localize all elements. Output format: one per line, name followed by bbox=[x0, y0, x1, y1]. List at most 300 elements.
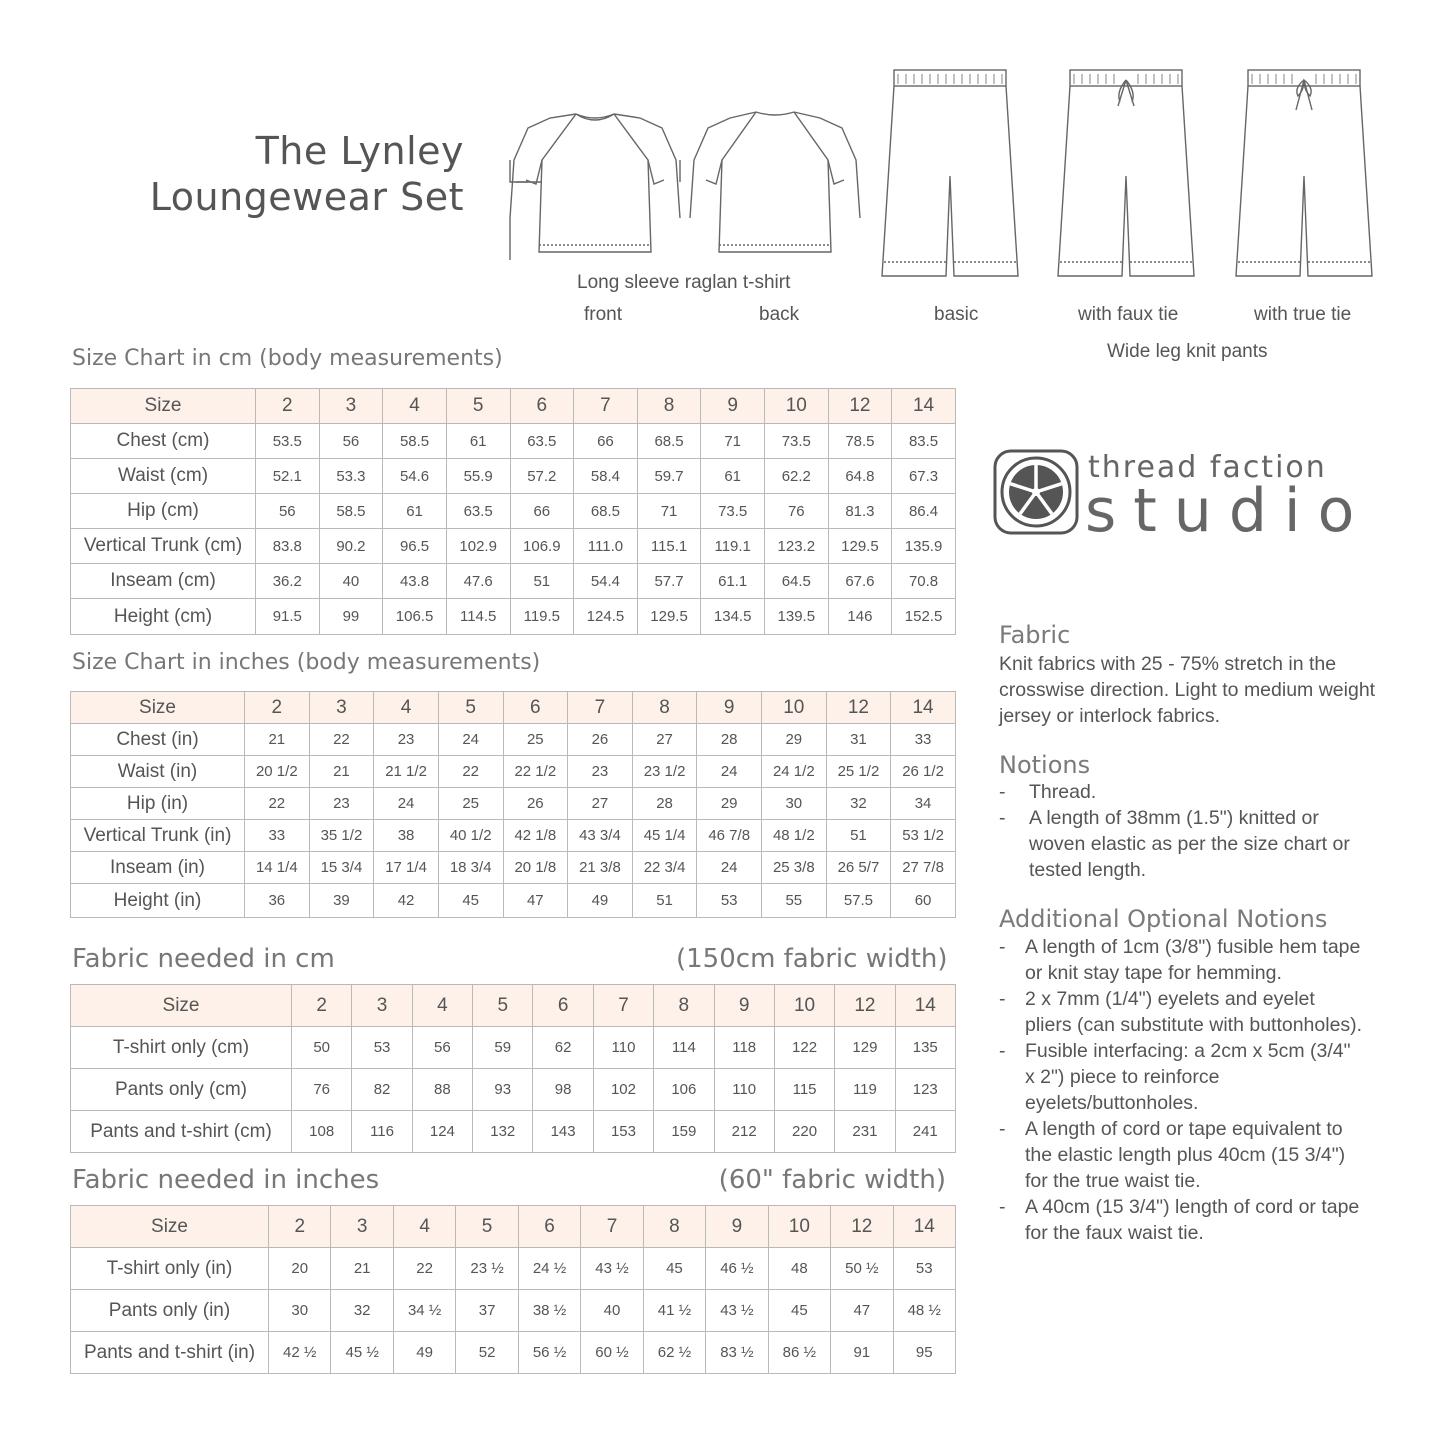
table-row bbox=[71, 1111, 956, 1153]
table-cell: 52.1 bbox=[256, 459, 320, 494]
table-cell: 119.1 bbox=[701, 529, 765, 564]
table-cell: 42 ½ bbox=[269, 1332, 331, 1374]
table-row bbox=[71, 459, 956, 494]
table-cell: 56 bbox=[412, 1027, 472, 1069]
table-cell: 76 bbox=[292, 1069, 352, 1111]
size-header-cell: 6 bbox=[518, 1206, 580, 1248]
table-cell: 22 bbox=[245, 788, 310, 820]
table-cell: 146 bbox=[828, 599, 892, 635]
table-cell: 153 bbox=[593, 1111, 653, 1153]
pants-caption: Wide leg knit pants bbox=[1107, 341, 1268, 362]
table-cell: 139.5 bbox=[765, 599, 829, 635]
list-item: - A length of cord or tape equivalent to the elastic length plus 40cm (15 3/4") for the true waist tie. bbox=[999, 1116, 1365, 1194]
table-cell: 110 bbox=[714, 1069, 774, 1111]
table-row bbox=[71, 1027, 956, 1069]
table-cell: 68.5 bbox=[574, 494, 638, 529]
table-cell: 41 ½ bbox=[643, 1290, 705, 1332]
table-cell: 56 bbox=[256, 494, 320, 529]
table-cell: 31 bbox=[826, 724, 891, 756]
table-cell: 22 bbox=[393, 1248, 455, 1290]
row-label: Pants and t-shirt (cm) bbox=[71, 1111, 292, 1153]
table-cell: 52 bbox=[456, 1332, 518, 1374]
table-cell: 45 1/4 bbox=[632, 820, 697, 852]
row-label: Inseam (in) bbox=[71, 852, 245, 884]
table-cell: 25 bbox=[438, 788, 503, 820]
row-label: T-shirt only (cm) bbox=[71, 1027, 292, 1069]
size-header-cell: 7 bbox=[568, 692, 633, 724]
size-header-cell: 8 bbox=[632, 692, 697, 724]
table-cell: 53.3 bbox=[319, 459, 383, 494]
table-cell: 30 bbox=[762, 788, 827, 820]
table-cell: 53 bbox=[352, 1027, 412, 1069]
table-cell: 81.3 bbox=[828, 494, 892, 529]
table-cell: 63.5 bbox=[510, 424, 574, 459]
table-cell: 129.5 bbox=[637, 599, 701, 635]
size-header-cell: 5 bbox=[446, 389, 510, 424]
table-cell: 91.5 bbox=[256, 599, 320, 635]
table-cell: 61 bbox=[446, 424, 510, 459]
size-header-cell: 8 bbox=[637, 389, 701, 424]
size-header-cell: 10 bbox=[774, 985, 834, 1027]
list-item: - Fusible interfacing: a 2cm x 5cm (3/4" x 2") piece to reinforce eyelets/buttonholes. bbox=[999, 1038, 1365, 1116]
table-header-row bbox=[71, 985, 956, 1027]
table-cell: 68.5 bbox=[637, 424, 701, 459]
table-cell: 115.1 bbox=[637, 529, 701, 564]
pants-basic-illustration bbox=[878, 66, 1024, 284]
table-cell: 119 bbox=[835, 1069, 895, 1111]
table-cell: 40 bbox=[581, 1290, 643, 1332]
table-cell: 26 5/7 bbox=[826, 852, 891, 884]
optional-notions-heading: Additional Optional Notions bbox=[999, 905, 1328, 933]
table-cell: 48 bbox=[768, 1248, 830, 1290]
table-cell: 83 ½ bbox=[706, 1332, 768, 1374]
table-cell: 43.8 bbox=[383, 564, 447, 599]
table-cell: 47 bbox=[831, 1290, 893, 1332]
table-cell: 24 1/2 bbox=[762, 756, 827, 788]
table-cell: 98 bbox=[533, 1069, 593, 1111]
table-cell: 27 bbox=[632, 724, 697, 756]
table-cell: 99 bbox=[319, 599, 383, 635]
size-header-cell: 12 bbox=[831, 1206, 893, 1248]
table-cell: 21 bbox=[309, 756, 374, 788]
table-cell: 27 bbox=[568, 788, 633, 820]
table-cell: 21 bbox=[331, 1248, 393, 1290]
table-cell: 71 bbox=[637, 494, 701, 529]
notions-list bbox=[999, 779, 1369, 883]
table-row bbox=[71, 820, 956, 852]
table-cell: 83.8 bbox=[256, 529, 320, 564]
table-cell: 86.4 bbox=[892, 494, 956, 529]
list-item: - Thread. bbox=[999, 779, 1369, 805]
table-cell: 62 ½ bbox=[643, 1332, 705, 1374]
table-cell: 57.2 bbox=[510, 459, 574, 494]
list-item: - A length of 1cm (3/8") fusible hem tape or knit stay tape for hemming. bbox=[999, 934, 1365, 986]
table-cell: 49 bbox=[393, 1332, 455, 1374]
table-row bbox=[71, 1290, 956, 1332]
optional-notions-list bbox=[999, 934, 1365, 1246]
table-row bbox=[71, 724, 956, 756]
table-row bbox=[71, 852, 956, 884]
size-header-cell: 6 bbox=[503, 692, 568, 724]
table-cell: 20 1/8 bbox=[503, 852, 568, 884]
table-cell: 135 bbox=[895, 1027, 955, 1069]
size-header-cell: 7 bbox=[593, 985, 653, 1027]
size-header-cell: 4 bbox=[412, 985, 472, 1027]
header-cell: Size bbox=[71, 1206, 269, 1248]
lemon-slice-logo-icon bbox=[993, 449, 1079, 535]
table-cell: 43 3/4 bbox=[568, 820, 633, 852]
table-cell: 62.2 bbox=[765, 459, 829, 494]
row-label: Hip (in) bbox=[71, 788, 245, 820]
row-label: Waist (in) bbox=[71, 756, 245, 788]
back-caption: back bbox=[759, 304, 800, 325]
table-cell: 18 3/4 bbox=[438, 852, 503, 884]
faux-tie-caption: with faux tie bbox=[1078, 304, 1179, 325]
table-cell: 40 1/2 bbox=[438, 820, 503, 852]
fabric-description: Knit fabrics with 25 - 75% stretch in the crosswise direction. Light to medium weight jersey or interlock fabrics. bbox=[999, 653, 1376, 727]
table-cell: 51 bbox=[826, 820, 891, 852]
size-header-cell: 4 bbox=[393, 1206, 455, 1248]
table-cell: 43 ½ bbox=[706, 1290, 768, 1332]
table-cell: 57.5 bbox=[826, 884, 891, 918]
size-header-cell: 7 bbox=[581, 1206, 643, 1248]
table-cell: 42 bbox=[374, 884, 439, 918]
table-cell: 102 bbox=[593, 1069, 653, 1111]
table-cell: 111.0 bbox=[574, 529, 638, 564]
fabric-heading: Fabric bbox=[999, 621, 1071, 649]
size-header-cell: 5 bbox=[438, 692, 503, 724]
size-header-cell: 5 bbox=[473, 985, 533, 1027]
table-cell: 34 bbox=[891, 788, 956, 820]
table-cell: 118 bbox=[714, 1027, 774, 1069]
size-header-cell: 2 bbox=[245, 692, 310, 724]
page-title bbox=[60, 128, 464, 220]
table-cell: 83.5 bbox=[892, 424, 956, 459]
table-cell: 123 bbox=[895, 1069, 955, 1111]
table-cell: 129 bbox=[835, 1027, 895, 1069]
table-cell: 73.5 bbox=[765, 424, 829, 459]
table-cell: 67.6 bbox=[828, 564, 892, 599]
table-cell: 71 bbox=[701, 424, 765, 459]
table-cell: 37 bbox=[456, 1290, 518, 1332]
size-header-cell: 3 bbox=[352, 985, 412, 1027]
size-header-cell: 2 bbox=[292, 985, 352, 1027]
table-cell: 22 3/4 bbox=[632, 852, 697, 884]
table-cell: 124 bbox=[412, 1111, 472, 1153]
fabric-in-table bbox=[70, 1205, 956, 1374]
table-cell: 135.9 bbox=[892, 529, 956, 564]
table-cell: 25 1/2 bbox=[826, 756, 891, 788]
table-cell: 61 bbox=[701, 459, 765, 494]
row-label: Waist (cm) bbox=[71, 459, 256, 494]
table-cell: 53.5 bbox=[256, 424, 320, 459]
table-cell: 114 bbox=[654, 1027, 714, 1069]
table-row bbox=[71, 1332, 956, 1374]
fabric-in-title: Fabric needed in inches bbox=[72, 1165, 380, 1195]
row-label: Height (in) bbox=[71, 884, 245, 918]
table-cell: 22 bbox=[309, 724, 374, 756]
header-cell: Size bbox=[71, 985, 292, 1027]
table-cell: 96.5 bbox=[383, 529, 447, 564]
table-cell: 90.2 bbox=[319, 529, 383, 564]
table-cell: 45 ½ bbox=[331, 1332, 393, 1374]
true-tie-caption: with true tie bbox=[1254, 304, 1352, 325]
table-cell: 14 1/4 bbox=[245, 852, 310, 884]
table-cell: 26 bbox=[568, 724, 633, 756]
table-cell: 24 bbox=[438, 724, 503, 756]
table-cell: 58.4 bbox=[574, 459, 638, 494]
size-header-cell: 6 bbox=[510, 389, 574, 424]
table-cell: 20 1/2 bbox=[245, 756, 310, 788]
table-cell: 24 bbox=[697, 852, 762, 884]
table-cell: 22 bbox=[438, 756, 503, 788]
table-header-row bbox=[71, 692, 956, 724]
size-header-cell: 12 bbox=[826, 692, 891, 724]
row-label: Vertical Trunk (cm) bbox=[71, 529, 256, 564]
basic-caption: basic bbox=[934, 304, 979, 325]
table-cell: 23 ½ bbox=[456, 1248, 518, 1290]
table-cell: 123.2 bbox=[765, 529, 829, 564]
table-cell: 23 bbox=[568, 756, 633, 788]
size-header-cell: 4 bbox=[374, 692, 439, 724]
table-cell: 50 ½ bbox=[831, 1248, 893, 1290]
table-cell: 25 3/8 bbox=[762, 852, 827, 884]
table-cell: 57.7 bbox=[637, 564, 701, 599]
table-cell: 59 bbox=[473, 1027, 533, 1069]
table-cell: 86 ½ bbox=[768, 1332, 830, 1374]
table-header-row bbox=[71, 389, 956, 424]
table-cell: 32 bbox=[826, 788, 891, 820]
table-cell: 58.5 bbox=[383, 424, 447, 459]
table-cell: 24 bbox=[374, 788, 439, 820]
size-header-cell: 12 bbox=[835, 985, 895, 1027]
pants-true-tie-illustration bbox=[1232, 66, 1378, 284]
table-cell: 45 bbox=[438, 884, 503, 918]
table-cell: 59.7 bbox=[637, 459, 701, 494]
size-header-cell: 8 bbox=[643, 1206, 705, 1248]
table-cell: 82 bbox=[352, 1069, 412, 1111]
table-row bbox=[71, 599, 956, 635]
table-cell: 76 bbox=[765, 494, 829, 529]
table-header-row bbox=[71, 1206, 956, 1248]
size-header-cell: 14 bbox=[892, 389, 956, 424]
size-header-cell: 3 bbox=[331, 1206, 393, 1248]
table-cell: 95 bbox=[893, 1332, 955, 1374]
table-row bbox=[71, 424, 956, 459]
title-line-1: The Lynley bbox=[255, 129, 464, 173]
row-label: Chest (in) bbox=[71, 724, 245, 756]
size-header-cell: 2 bbox=[256, 389, 320, 424]
table-cell: 50 bbox=[292, 1027, 352, 1069]
table-cell: 116 bbox=[352, 1111, 412, 1153]
list-item: - 2 x 7mm (1/4") eyelets and eyelet pliers (can substitute with buttonholes). bbox=[999, 986, 1365, 1038]
table-cell: 114.5 bbox=[446, 599, 510, 635]
table-cell: 220 bbox=[774, 1111, 834, 1153]
row-label: Height (cm) bbox=[71, 599, 256, 635]
size-header-cell: 9 bbox=[706, 1206, 768, 1248]
size-header-cell: 8 bbox=[654, 985, 714, 1027]
size-header-cell: 4 bbox=[383, 389, 447, 424]
table-cell: 231 bbox=[835, 1111, 895, 1153]
table-cell: 30 bbox=[269, 1290, 331, 1332]
fabric-cm-width-note: (150cm fabric width) bbox=[676, 944, 948, 974]
table-cell: 119.5 bbox=[510, 599, 574, 635]
table-cell: 51 bbox=[632, 884, 697, 918]
size-chart-in-title: Size Chart in inches (body measurements) bbox=[72, 650, 541, 675]
size-chart-in-table bbox=[70, 691, 956, 918]
size-header-cell: 9 bbox=[697, 692, 762, 724]
row-label: Chest (cm) bbox=[71, 424, 256, 459]
table-row bbox=[71, 884, 956, 918]
notions-heading: Notions bbox=[999, 751, 1091, 779]
pants-faux-tie-illustration bbox=[1054, 66, 1200, 284]
table-cell: 93 bbox=[473, 1069, 533, 1111]
size-header-cell: 3 bbox=[309, 692, 374, 724]
size-header-cell: 7 bbox=[574, 389, 638, 424]
table-cell: 88 bbox=[412, 1069, 472, 1111]
row-label: Vertical Trunk (in) bbox=[71, 820, 245, 852]
size-header-cell: 14 bbox=[891, 692, 956, 724]
table-cell: 54.6 bbox=[383, 459, 447, 494]
table-cell: 23 bbox=[374, 724, 439, 756]
table-cell: 70.8 bbox=[892, 564, 956, 599]
table-cell: 28 bbox=[632, 788, 697, 820]
table-cell: 55 bbox=[762, 884, 827, 918]
table-cell: 51 bbox=[510, 564, 574, 599]
row-label: Pants only (cm) bbox=[71, 1069, 292, 1111]
table-row bbox=[71, 788, 956, 820]
table-cell: 110 bbox=[593, 1027, 653, 1069]
front-caption: front bbox=[584, 304, 623, 325]
fabric-in-width-note: (60" fabric width) bbox=[718, 1165, 946, 1195]
table-cell: 45 bbox=[643, 1248, 705, 1290]
table-cell: 23 bbox=[309, 788, 374, 820]
table-cell: 26 1/2 bbox=[891, 756, 956, 788]
table-cell: 64.5 bbox=[765, 564, 829, 599]
table-cell: 48 1/2 bbox=[762, 820, 827, 852]
tshirt-back-illustration bbox=[686, 100, 864, 260]
table-cell: 29 bbox=[697, 788, 762, 820]
table-cell: 66 bbox=[510, 494, 574, 529]
table-cell: 152.5 bbox=[892, 599, 956, 635]
table-cell: 21 3/8 bbox=[568, 852, 633, 884]
table-row bbox=[71, 494, 956, 529]
table-cell: 17 1/4 bbox=[374, 852, 439, 884]
table-cell: 108 bbox=[292, 1111, 352, 1153]
table-row bbox=[71, 564, 956, 599]
row-label: Pants only (in) bbox=[71, 1290, 269, 1332]
table-cell: 47.6 bbox=[446, 564, 510, 599]
table-cell: 47 bbox=[503, 884, 568, 918]
table-cell: 60 ½ bbox=[581, 1332, 643, 1374]
table-cell: 43 ½ bbox=[581, 1248, 643, 1290]
table-cell: 73.5 bbox=[701, 494, 765, 529]
table-cell: 38 ½ bbox=[518, 1290, 580, 1332]
table-cell: 66 bbox=[574, 424, 638, 459]
size-header-cell: 9 bbox=[714, 985, 774, 1027]
table-cell: 55.9 bbox=[446, 459, 510, 494]
brand-name-line1: thread faction bbox=[1088, 450, 1327, 485]
header-cell: Size bbox=[71, 692, 245, 724]
size-header-cell: 10 bbox=[768, 1206, 830, 1248]
tshirt-caption: Long sleeve raglan t-shirt bbox=[577, 272, 791, 293]
table-row bbox=[71, 1069, 956, 1111]
table-cell: 48 ½ bbox=[893, 1290, 955, 1332]
table-cell: 33 bbox=[245, 820, 310, 852]
row-label: Hip (cm) bbox=[71, 494, 256, 529]
table-cell: 241 bbox=[895, 1111, 955, 1153]
table-cell: 38 bbox=[374, 820, 439, 852]
table-cell: 53 bbox=[893, 1248, 955, 1290]
table-cell: 106.5 bbox=[383, 599, 447, 635]
table-cell: 67.3 bbox=[892, 459, 956, 494]
table-cell: 28 bbox=[697, 724, 762, 756]
table-cell: 106 bbox=[654, 1069, 714, 1111]
brand-name-line2: studio bbox=[1085, 476, 1372, 546]
header-cell: Size bbox=[71, 389, 256, 424]
size-header-cell: 9 bbox=[701, 389, 765, 424]
table-cell: 26 bbox=[503, 788, 568, 820]
size-header-cell: 14 bbox=[895, 985, 955, 1027]
table-cell: 40 bbox=[319, 564, 383, 599]
list-item: - A length of 38mm (1.5") knitted or woven elastic as per the size chart or tested length. bbox=[999, 805, 1369, 883]
table-row bbox=[71, 756, 956, 788]
table-cell: 21 bbox=[245, 724, 310, 756]
table-cell: 29 bbox=[762, 724, 827, 756]
table-cell: 58.5 bbox=[319, 494, 383, 529]
table-cell: 20 bbox=[269, 1248, 331, 1290]
table-cell: 24 ½ bbox=[518, 1248, 580, 1290]
table-cell: 49 bbox=[568, 884, 633, 918]
row-label: Pants and t-shirt (in) bbox=[71, 1332, 269, 1374]
table-cell: 129.5 bbox=[828, 529, 892, 564]
table-cell: 91 bbox=[831, 1332, 893, 1374]
table-row bbox=[71, 529, 956, 564]
list-item: - A 40cm (15 3/4") length of cord or tape for the faux waist tie. bbox=[999, 1194, 1365, 1246]
table-cell: 25 bbox=[503, 724, 568, 756]
size-chart-cm-table bbox=[70, 388, 956, 635]
fabric-cm-table bbox=[70, 984, 956, 1153]
table-cell: 124.5 bbox=[574, 599, 638, 635]
size-header-cell: 6 bbox=[533, 985, 593, 1027]
table-cell: 33 bbox=[891, 724, 956, 756]
table-cell: 106.9 bbox=[510, 529, 574, 564]
table-cell: 56 bbox=[319, 424, 383, 459]
table-cell: 53 1/2 bbox=[891, 820, 956, 852]
size-header-cell: 12 bbox=[828, 389, 892, 424]
table-cell: 46 7/8 bbox=[697, 820, 762, 852]
table-cell: 64.8 bbox=[828, 459, 892, 494]
table-cell: 122 bbox=[774, 1027, 834, 1069]
table-cell: 15 3/4 bbox=[309, 852, 374, 884]
size-chart-cm-title: Size Chart in cm (body measurements) bbox=[72, 346, 503, 371]
title-line-2: Loungewear Set bbox=[149, 175, 464, 219]
table-cell: 42 1/8 bbox=[503, 820, 568, 852]
table-cell: 53 bbox=[697, 884, 762, 918]
size-header-cell: 10 bbox=[762, 692, 827, 724]
table-cell: 23 1/2 bbox=[632, 756, 697, 788]
table-cell: 143 bbox=[533, 1111, 593, 1153]
table-cell: 36.2 bbox=[256, 564, 320, 599]
table-cell: 78.5 bbox=[828, 424, 892, 459]
table-cell: 62 bbox=[533, 1027, 593, 1069]
table-cell: 61.1 bbox=[701, 564, 765, 599]
row-label: T-shirt only (in) bbox=[71, 1248, 269, 1290]
table-cell: 36 bbox=[245, 884, 310, 918]
fabric-cm-title: Fabric needed in cm bbox=[72, 944, 335, 974]
table-cell: 54.4 bbox=[574, 564, 638, 599]
size-header-cell: 2 bbox=[269, 1206, 331, 1248]
